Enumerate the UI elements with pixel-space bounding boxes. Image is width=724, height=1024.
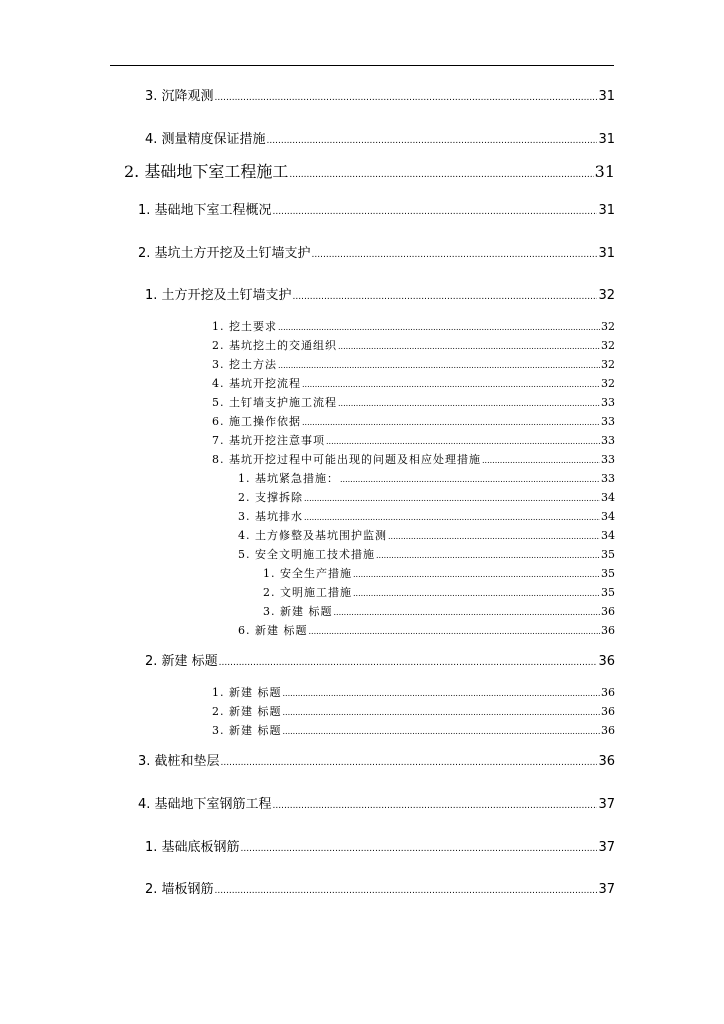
toc-entry-title: 1. 安全生产措施: [263, 567, 352, 580]
toc-entry[interactable]: [138, 793, 615, 812]
toc-entry[interactable]: [212, 413, 615, 429]
toc-leader: [267, 136, 598, 146]
toc-leader: [278, 361, 600, 370]
toc-entry-page: 32: [601, 320, 615, 333]
toc-entry[interactable]: [212, 394, 615, 410]
toc-leader: [221, 758, 598, 768]
toc-entry-page: 34: [601, 491, 615, 504]
toc-entry-title: 8. 基坑开挖过程中可能出现的问题及相应处理措施: [212, 453, 481, 466]
toc-entry[interactable]: [145, 878, 615, 897]
toc-entry[interactable]: [238, 470, 615, 486]
toc-leader: [283, 689, 601, 698]
toc-entry-title: 3. 基坑排水: [238, 510, 303, 523]
toc-entry[interactable]: [212, 337, 615, 353]
toc-entry[interactable]: [145, 85, 615, 104]
toc-entry-title: 1. 基坑紧急措施：: [238, 472, 339, 485]
toc-entry[interactable]: [212, 722, 615, 738]
toc-leader: [283, 727, 601, 736]
toc-leader: [215, 93, 598, 103]
toc-leader: [334, 608, 601, 617]
toc-entry-title: 1. 基础地下室工程概况: [138, 203, 272, 218]
toc-leader: [302, 418, 600, 427]
toc-entry-title: 2. 新建 标题: [145, 654, 218, 669]
toc-entry-title: 6. 施工操作依据: [212, 415, 301, 428]
toc-leader: [353, 589, 600, 598]
toc-entry-title: 1. 土方开挖及土钉墙支护: [145, 288, 292, 303]
toc-entry-title: 7. 基坑开挖注意事项: [212, 434, 325, 447]
toc-entry-page: 35: [601, 567, 615, 580]
toc-entry[interactable]: [238, 622, 615, 638]
toc-entry-page: 36: [601, 605, 615, 618]
toc-entry-page: 33: [601, 434, 615, 447]
toc-entry-page: 31: [594, 162, 615, 181]
toc-leader: [283, 708, 601, 717]
toc-leader: [340, 475, 600, 484]
toc-entry-page: 36: [601, 705, 615, 718]
toc-entry-title: 5. 安全文明施工技术措施: [238, 548, 375, 561]
toc-leader: [312, 250, 598, 260]
toc-entry-page: 34: [601, 529, 615, 542]
toc-entry-page: 32: [601, 358, 615, 371]
toc-entry-title: 1. 新建 标题: [212, 686, 282, 699]
toc-entry[interactable]: [263, 603, 615, 619]
toc-entry-title: 1. 基础底板钢筋: [145, 840, 240, 855]
toc-entry-page: 34: [601, 510, 615, 523]
toc-entry-title: 1. 挖土要求: [212, 320, 277, 333]
toc-entry-page: 33: [601, 472, 615, 485]
toc-entry-page: 36: [598, 654, 615, 669]
toc-entry-page: 35: [601, 548, 615, 561]
toc-entry[interactable]: [263, 584, 615, 600]
toc-entry-page: 37: [598, 797, 615, 812]
toc-entry[interactable]: [238, 546, 615, 562]
toc-entry-title: 4. 基坑开挖流程: [212, 377, 301, 390]
toc-entry-page: 32: [601, 339, 615, 352]
toc-entry-title: 5. 土钉墙支护施工流程: [212, 396, 337, 409]
toc-entry[interactable]: [212, 432, 615, 448]
toc-entry-page: 36: [601, 686, 615, 699]
toc-entry-title: 4. 测量精度保证措施: [145, 132, 266, 147]
toc-leader: [304, 513, 600, 522]
toc-entry-title: 3. 沉降观测: [145, 89, 214, 104]
toc-entry[interactable]: [145, 836, 615, 855]
toc-leader: [241, 844, 598, 854]
toc-leader: [309, 627, 601, 636]
toc-entry[interactable]: [138, 242, 615, 261]
toc-entry[interactable]: [238, 527, 615, 543]
toc-entry-title: 2. 支撑拆除: [238, 491, 303, 504]
toc-entry-page: 36: [598, 754, 615, 769]
toc-entry-page: 31: [598, 246, 615, 261]
toc-entry-title: 4. 土方修整及基坑围护监测: [238, 529, 387, 542]
toc-leader: [338, 342, 600, 351]
toc-entry-title: 2. 基础地下室工程施工: [124, 162, 289, 181]
toc-entry-title: 2. 基坑挖土的交通组织: [212, 339, 337, 352]
toc-entry-title: 6. 新建 标题: [238, 624, 308, 637]
toc-entry-page: 33: [601, 415, 615, 428]
toc-entry-page: 33: [601, 453, 615, 466]
toc-entry-page: 35: [601, 586, 615, 599]
toc-entry-title: 2. 墙板钢筋: [145, 882, 214, 897]
toc-entry-page: 32: [598, 288, 615, 303]
toc-entry[interactable]: [212, 356, 615, 372]
toc-entry-page: 36: [601, 724, 615, 737]
toc-entry-page: 31: [598, 89, 615, 104]
toc-entry-title: 2. 新建 标题: [212, 705, 282, 718]
toc-leader: [304, 494, 600, 503]
toc-entry-title: 2. 文明施工措施: [263, 586, 352, 599]
toc-entry[interactable]: [145, 650, 615, 669]
toc-entry-page: 31: [598, 132, 615, 147]
toc-leader: [376, 551, 600, 560]
toc-entry[interactable]: [124, 159, 615, 182]
toc-leader: [273, 801, 598, 811]
toc-entry[interactable]: [138, 199, 615, 218]
toc-leader: [338, 399, 600, 408]
toc-entry[interactable]: [138, 750, 615, 769]
toc-leader: [219, 658, 598, 668]
toc-entry-page: 37: [598, 840, 615, 855]
toc-entry[interactable]: [238, 489, 615, 505]
toc-entry[interactable]: [238, 508, 615, 524]
toc-entry-title: 3. 新建 标题: [212, 724, 282, 737]
toc-entry-page: 33: [601, 396, 615, 409]
toc-entry-page: 36: [601, 624, 615, 637]
toc-leader: [278, 323, 600, 332]
toc-entry[interactable]: [145, 284, 615, 303]
toc-entry-page: 37: [598, 882, 615, 897]
toc-leader: [293, 292, 598, 302]
toc-entry-title: 3. 新建 标题: [263, 605, 333, 618]
toc-leader: [482, 456, 600, 465]
toc-entry-title: 2. 基坑土方开挖及土钉墙支护: [138, 246, 311, 261]
toc-entry[interactable]: [212, 684, 615, 700]
toc-leader: [353, 570, 600, 579]
toc-entry[interactable]: [212, 451, 615, 467]
toc-entry[interactable]: [263, 565, 615, 581]
toc-entry[interactable]: [212, 375, 615, 391]
toc-entry-page: 32: [601, 377, 615, 390]
toc-entry-title: 3. 挖土方法: [212, 358, 277, 371]
toc-entry[interactable]: [145, 128, 615, 147]
toc-leader: [388, 532, 600, 541]
toc-leader: [326, 437, 600, 446]
toc-leader: [289, 170, 593, 180]
toc-entry[interactable]: [212, 318, 615, 334]
toc-leader: [273, 207, 598, 217]
toc-entry[interactable]: [212, 703, 615, 719]
toc-entry-title: 3. 截桩和垫层: [138, 754, 220, 769]
toc-leader: [215, 886, 598, 896]
toc-leader: [302, 380, 600, 389]
toc-entry-title: 4. 基础地下室钢筋工程: [138, 797, 272, 812]
toc-entry-page: 31: [598, 203, 615, 218]
